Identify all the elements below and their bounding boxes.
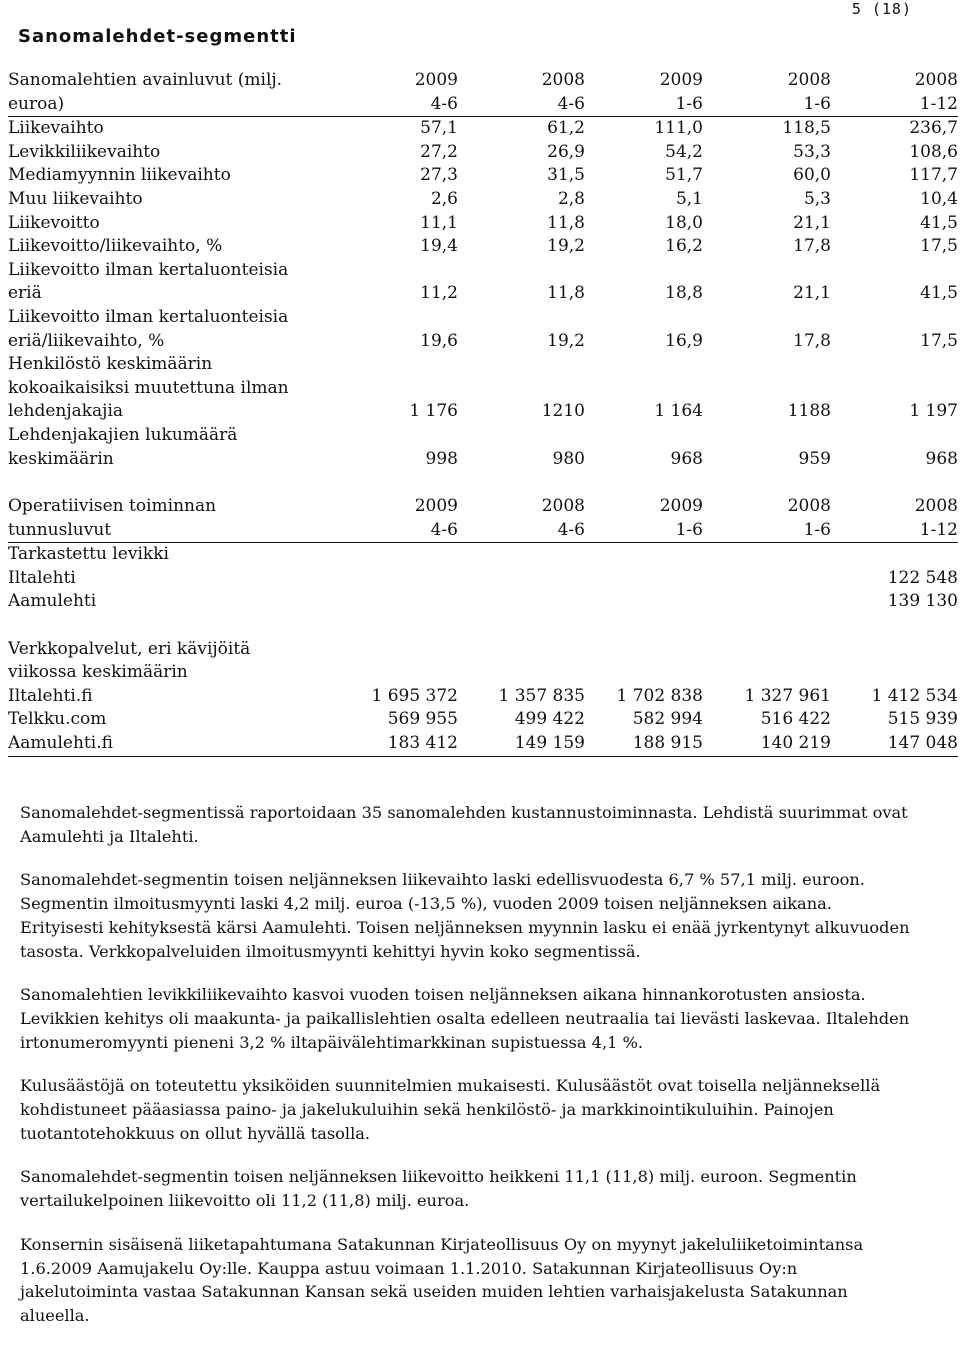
row-label: eriä: [8, 283, 42, 304]
subsection-heading-row: [8, 543, 958, 567]
cell-value: 61,2: [547, 118, 585, 139]
cell-value: 21,1: [793, 212, 831, 233]
year-header: 2009: [414, 70, 458, 90]
cell-value: 1 164: [654, 401, 703, 422]
table-row: [8, 448, 958, 472]
row-label: Muu liikevaihto: [8, 188, 143, 209]
row-label: lehdenjakajia: [8, 401, 124, 422]
section-title: Sanomalehdet-segmentti: [18, 26, 297, 47]
subsection-heading-row: [8, 638, 958, 662]
row-label: kokoaikaisiksi muutettuna ilman: [8, 377, 289, 398]
table-row: [8, 590, 958, 614]
year-header: 2008: [787, 496, 831, 516]
row-label: Telkku.com: [8, 709, 107, 730]
year-header: 2009: [659, 70, 703, 90]
cell-value: 19,2: [547, 236, 585, 257]
cell-value: 1 176: [409, 401, 458, 422]
cell-value: 499 422: [514, 709, 585, 730]
year-header: 2009: [414, 496, 458, 516]
cell-value: 1210: [541, 401, 585, 422]
paragraph: Sanomalehdet-segmentin toisen neljänneksen liikevaihto laski edellisvuodesta 6,7 % 57,1 milj. euroon. Segmentin ilmoitusmyynti laski 4,2 milj. euroa (-13,5 %), vuoden 2009 toisen neljänneksen aikana. Erityisesti kehityksestä kärsi Aamulehti. Toisen neljänneksen myynnin lasku ei enää jyrkentynyt alkuvuoden tasosta. Verkkopalveluiden ilmoitusmyynti kehittyi hyvin koko segmentissä.: [20, 870, 910, 961]
row-label: Iltalehti.fi: [8, 685, 93, 706]
cell-value: 54,2: [665, 141, 703, 162]
table-row-label-line: [8, 259, 958, 283]
operational-figures-table: [8, 495, 958, 757]
period-header: 1-6: [585, 519, 703, 543]
period-header: 1-6: [585, 93, 703, 117]
cell-value: 1 197: [909, 401, 958, 422]
cell-value: 1 327 961: [744, 685, 831, 706]
cell-value: 53,3: [793, 141, 831, 162]
table-row-label-line: [8, 306, 958, 330]
cell-value: 122 548: [887, 567, 958, 588]
cell-value: 118,5: [782, 118, 831, 139]
table-header-row: [8, 69, 958, 93]
row-label: Henkilöstö keskimäärin: [8, 354, 213, 375]
row-label: Aamulehti: [8, 591, 97, 612]
period-header: 1-6: [703, 519, 831, 543]
table-row-label-line: [8, 424, 958, 448]
year-header: 2008: [914, 70, 958, 90]
paragraph: Sanomalehtien levikkiliikevaihto kasvoi vuoden toisen neljänneksen aikana hinnankorotusten ansiosta. Levikkien kehitys oli maakunta- ja paikallislehtien osalta edelleen neutraalia tai lievästi laskevaa. Iltalehden irtonumeromyynti pieneni 3,2 % iltapäivälehtimarkkinan supistuessa 4,1 %.: [20, 985, 910, 1052]
spacer-row: [8, 614, 958, 638]
row-label: Liikevoitto/liikevaihto, %: [8, 236, 223, 257]
cell-value: 19,4: [420, 236, 458, 257]
cell-value: 27,3: [420, 165, 458, 186]
paragraph: Sanomalehdet-segmentin toisen neljänneksen liikevoitto heikkeni 11,1 (11,8) milj. euroon. Segmentin vertailukelpoinen liikevoitto oli 11,2 (11,8) milj. euroa.: [20, 1167, 857, 1211]
cell-value: 5,1: [675, 188, 703, 209]
table-row: [8, 732, 958, 756]
cell-value: 41,5: [920, 283, 958, 304]
cell-value: 1 702 838: [616, 685, 703, 706]
table-row: [8, 212, 958, 236]
cell-value: 16,9: [665, 330, 703, 351]
cell-value: 57,1: [420, 118, 458, 139]
cell-value: 968: [670, 448, 703, 469]
year-header: 2008: [914, 496, 958, 516]
table-row: [8, 685, 958, 709]
cell-value: 51,7: [665, 165, 703, 186]
cell-value: 11,8: [547, 212, 585, 233]
cell-value: 117,7: [909, 165, 958, 186]
period-header: 1-6: [703, 93, 831, 117]
year-header: 2008: [541, 70, 585, 90]
cell-value: 10,4: [920, 188, 958, 209]
table-heading-line: tunnusluvut: [8, 519, 338, 543]
cell-value: 582 994: [632, 709, 703, 730]
table-row: [8, 708, 958, 732]
table-header-row: [8, 93, 958, 117]
cell-value: 31,5: [547, 165, 585, 186]
cell-value: 569 955: [387, 709, 458, 730]
cell-value: 18,8: [665, 283, 703, 304]
cell-value: 19,6: [420, 330, 458, 351]
cell-value: 188 915: [585, 732, 703, 756]
cell-value: 111,0: [654, 118, 703, 139]
table-row: [8, 235, 958, 259]
cell-value: 11,2: [420, 283, 458, 304]
cell-value: 149 159: [458, 732, 585, 756]
table-header-row: [8, 519, 958, 543]
table-row: [8, 400, 958, 424]
cell-value: 1188: [787, 401, 831, 422]
cell-value: 140 219: [703, 732, 831, 756]
row-label: Liikevoitto ilman kertaluonteisia: [8, 306, 289, 327]
period-header: 4-6: [458, 519, 585, 543]
row-label: keskimäärin: [8, 448, 114, 469]
page-number: 5 (18): [851, 0, 912, 18]
cell-value: 516 422: [760, 709, 831, 730]
subsection-heading-row: [8, 661, 958, 685]
circulation-heading: Tarkastettu levikki: [8, 544, 169, 565]
cell-value: 17,5: [920, 236, 958, 257]
cell-value: 18,0: [665, 212, 703, 233]
period-header: 4-6: [458, 93, 585, 117]
cell-value: 2,8: [557, 188, 585, 209]
cell-value: 19,2: [547, 330, 585, 351]
row-label: Aamulehti.fi: [8, 732, 338, 756]
table-row: [8, 567, 958, 591]
cell-value: 60,0: [793, 165, 831, 186]
cell-value: 26,9: [547, 141, 585, 162]
table-row-label-line: [8, 353, 958, 377]
row-label: Iltalehti: [8, 567, 76, 588]
period-header: 4-6: [338, 93, 458, 117]
table-row: [8, 117, 958, 141]
cell-value: 108,6: [909, 141, 958, 162]
row-label: eriä/liikevaihto, %: [8, 330, 165, 351]
cell-value: 17,8: [793, 330, 831, 351]
online-heading: Verkkopalvelut, eri kävijöitä: [8, 638, 251, 659]
table-row: [8, 188, 958, 212]
cell-value: 183 412: [338, 732, 458, 756]
paragraph: Konsernin sisäisenä liiketapahtumana Satakunnan Kirjateollisuus Oy on myynyt jakeluliiketoimintansa 1.6.2009 Aamujakelu Oy:lle. Kauppa astuu voimaan 1.1.2010. Satakunnan Kirjateollisuus Oy:n jakelutoiminta vastaa Satakunnan Kansan sekä useiden muiden lehtien varhaisjakelusta Satakunnan alueella.: [20, 1234, 864, 1325]
row-label: Liikevoitto: [8, 212, 100, 233]
table-row: [8, 141, 958, 165]
row-label: Liikevoitto ilman kertaluonteisia: [8, 259, 289, 280]
cell-value: 1 695 372: [371, 685, 458, 706]
table-row: [8, 164, 958, 188]
cell-value: 17,8: [793, 236, 831, 257]
cell-value: 17,5: [920, 330, 958, 351]
period-header: 1-12: [831, 93, 958, 117]
body-text: [20, 801, 920, 1348]
cell-value: 5,3: [803, 188, 831, 209]
cell-value: 1 412 534: [871, 685, 958, 706]
paragraph: Sanomalehdet-segmentissä raportoidaan 35 sanomalehden kustannustoiminnasta. Lehdistä suurimmat ovat Aamulehti ja Iltalehti.: [20, 803, 908, 846]
table-row-label-line: [8, 377, 958, 401]
row-label: Lehdenjakajien lukumäärä: [8, 424, 238, 445]
cell-value: 980: [552, 448, 585, 469]
cell-value: 515 939: [887, 709, 958, 730]
cell-value: 968: [925, 448, 958, 469]
row-label: Mediamyynnin liikevaihto: [8, 165, 231, 186]
cell-value: 236,7: [909, 118, 958, 139]
key-figures-table: [8, 69, 958, 471]
cell-value: 11,8: [547, 283, 585, 304]
cell-value: 2,6: [430, 188, 458, 209]
year-header: 2008: [787, 70, 831, 90]
year-header: 2008: [541, 496, 585, 516]
cell-value: 41,5: [920, 212, 958, 233]
table-row: [8, 282, 958, 306]
table-heading-line: Sanomalehtien avainluvut (milj.: [8, 70, 283, 90]
cell-value: 27,2: [420, 141, 458, 162]
table-heading-line: euroa): [8, 93, 338, 117]
cell-value: 1 357 835: [498, 685, 585, 706]
cell-value: 998: [425, 448, 458, 469]
period-header: 1-12: [831, 519, 958, 543]
cell-value: 11,1: [420, 212, 458, 233]
online-heading: viikossa keskimäärin: [8, 662, 188, 683]
cell-value: 147 048: [831, 732, 958, 756]
row-label: Levikkiliikevaihto: [8, 141, 161, 162]
cell-value: 959: [798, 448, 831, 469]
year-header: 2009: [659, 496, 703, 516]
table-header-row: [8, 495, 958, 519]
table-heading-line: Operatiivisen toiminnan: [8, 496, 217, 516]
period-header: 4-6: [338, 519, 458, 543]
cell-value: 16,2: [665, 236, 703, 257]
cell-value: 21,1: [793, 283, 831, 304]
row-label: Liikevaihto: [8, 118, 104, 139]
table-row: [8, 330, 958, 354]
paragraph: Kulusäästöjä on toteutettu yksiköiden suunnitelmien mukaisesti. Kulusäästöt ovat toisella neljänneksellä kohdistuneet pääasiassa paino- ja jakelukuluihin sekä henkilöstö- ja markkinointikuluihin. Painojen tuotantotehokkuus on ollut hyvällä tasolla.: [20, 1076, 881, 1143]
cell-value: 139 130: [887, 591, 958, 612]
